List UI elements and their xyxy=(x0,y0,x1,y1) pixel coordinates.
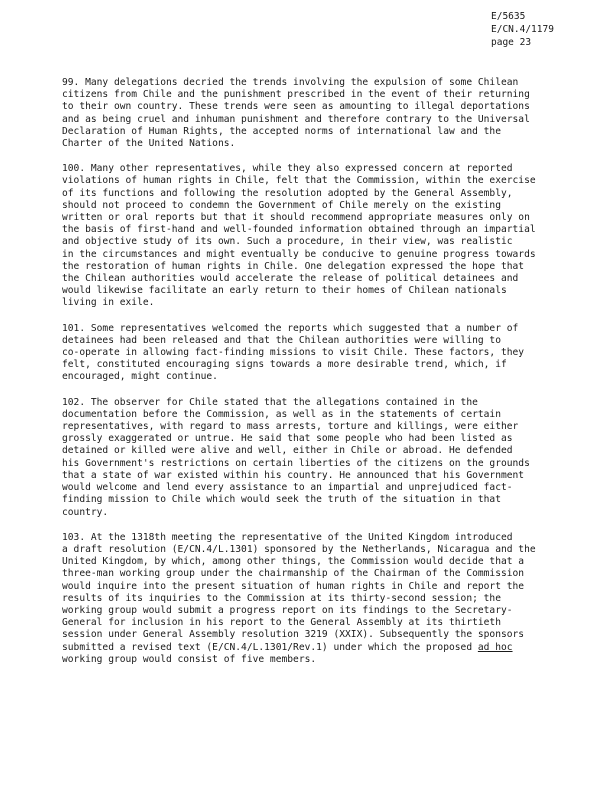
paragraph-103 xyxy=(62,532,572,666)
ad-hoc-term: ad hoc xyxy=(477,641,513,653)
paragraph-99: 99. Many delegations decried the trends involving the expulsion of some Chilean citizens from Chile and the punishment prescribed in the event of their returning to their own country. These trends were seen as amounting to illegal deportations and as being cruel and inhuman punishment and therefore contrary to the Universal Declaration of Human Rights, the accepted norms of international law and the Charter of the United Nations. xyxy=(62,77,530,150)
paragraph-101: 101. Some representatives welcomed the reports which suggested that a number of detainees had been released and that the Chilean authorities were willing to co-operate in allowing fact-finding missions to visit Chile. These factors, they felt, constituted encouraging signs towards a more desirable trend, which, if encouraged, might continue. xyxy=(62,322,525,383)
document-body xyxy=(62,77,572,679)
document-symbol-1: E/5635 xyxy=(491,11,526,22)
paragraph-100: 100. Many other representatives, while they also expressed concern at reported violations of human rights in Chile, felt that the Commission, within the exercise of its functions and following the resolution adopted by the General Assembly, should not proceed to condemn the Government of Chile merely on the existing written or oral reports but that it should recommend appropriate measures only on the basis of first-hand and well-founded information obtained through an impartial and objective study of its own. Such a procedure, in their view, was realistic in the circumstances and might eventually be conducive to genuine progress towards the restoration of human rights in Chile. One delegation expressed the hope that the Chilean authorities would accelerate the release of political detainees and would likewise facilitate an early return to their homes of Chilean nationals living in exile. xyxy=(62,163,536,309)
paragraph-103-text-end: working group would consist of five members. xyxy=(62,653,317,665)
document-reference xyxy=(491,10,571,49)
paragraph-103-text-start: 103. At the 1318th meeting the representative of the United Kingdom introduced a draft resolution (E/CN.4/L.1301) sponsored by the Netherlands, Nicaragua and the United Kingdom, by which, among other things, the Commission would decide that a three-man working group under the chairmanship of the Chairman of the Commission would inquire into the present situation of human rights in Chile and report the results of its inquiries to the Commission at its thirty-second session; the working group would submit a progress report on its findings to the Secretary- General for inclusion in his report to the General Assembly at its thirtieth session under General Assembly resolution 3219 (XXIX). Subsequently the sponsors submitted a revised text (E/CN.4/L.1301/Rev.1) under which the proposed xyxy=(62,531,536,653)
page-number: page 23 xyxy=(491,37,532,48)
paragraph-102: 102. The observer for Chile stated that the allegations contained in the documentation before the Commission, as well as in the statements of certain representatives, with regard to mass arrests, torture and killings, were either grossly exaggerated or untrue. He said that some people who had been listed as detained or killed were alive and well, either in Chile or abroad. He defended his Government's restrictions on certain liberties of the citizens on the grounds that a state of war existed within his country. He announced that his Government would welcome and lend every assistance to an impartial and unprejudiced fact- finding mission to Chile which would seek the truth of the situation in that country. xyxy=(62,396,530,518)
document-symbol-2: E/CN.4/1179 xyxy=(491,24,554,35)
